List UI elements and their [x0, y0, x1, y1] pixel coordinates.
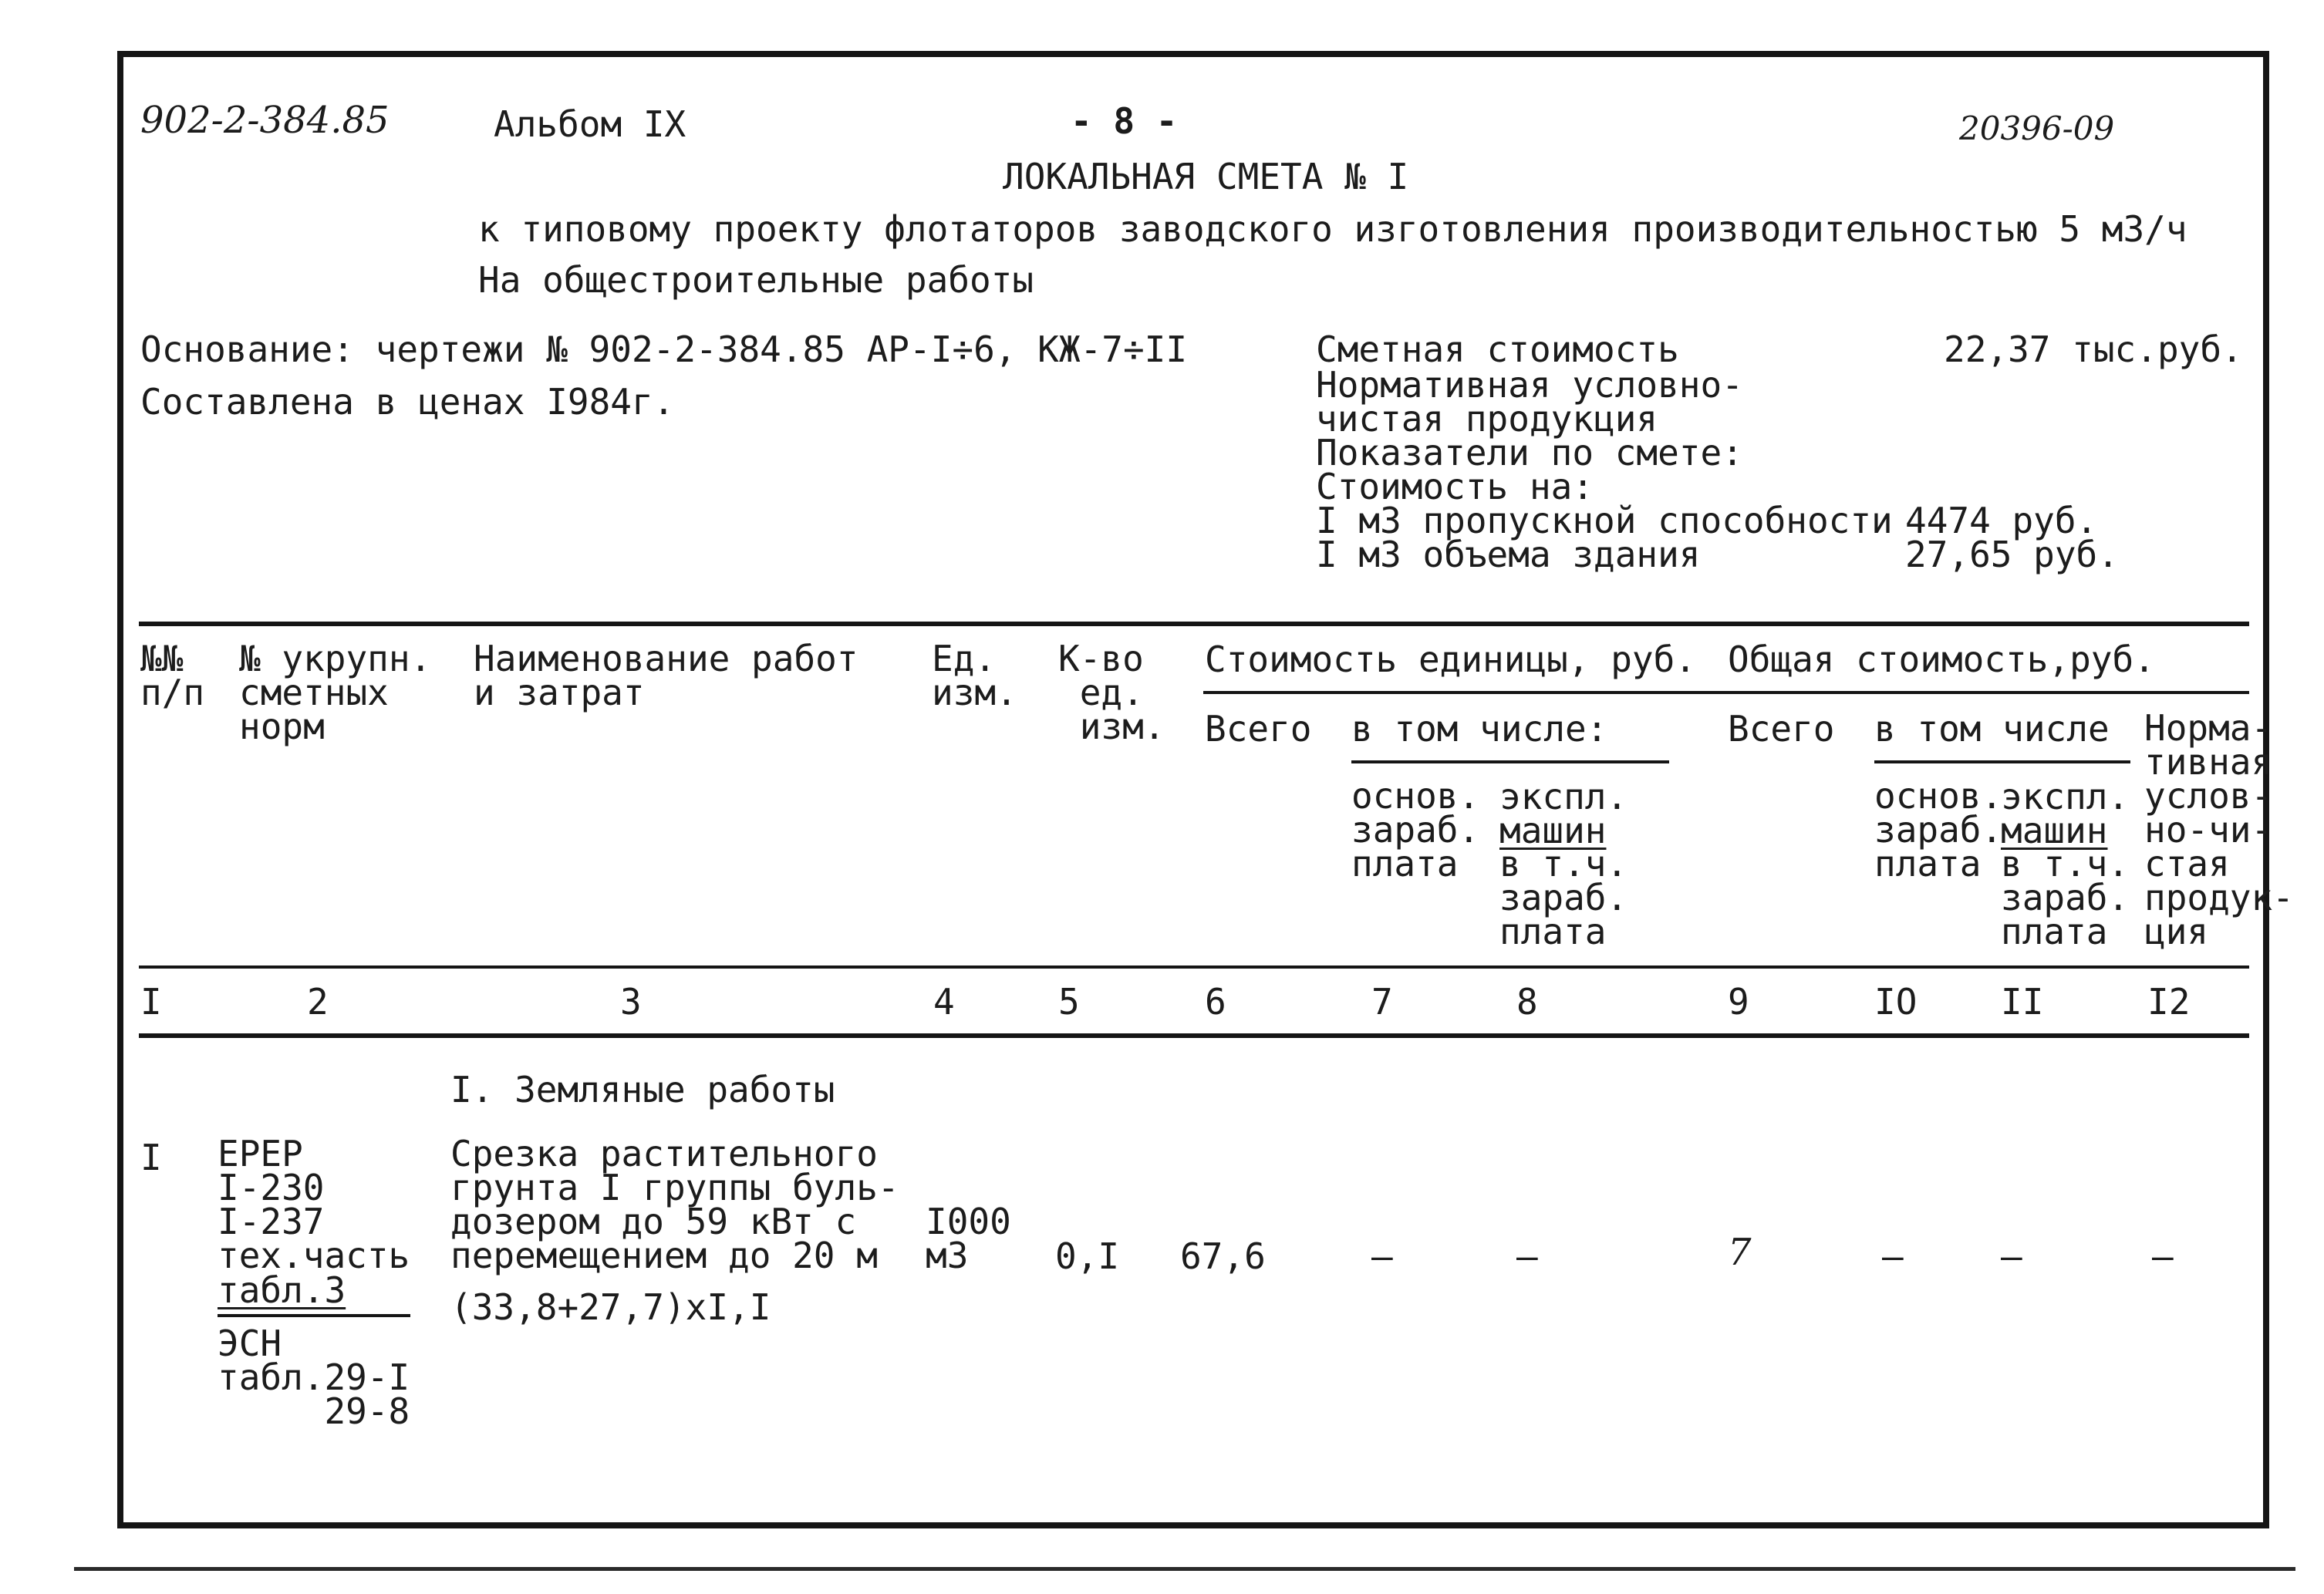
col-num-10: IO [1874, 981, 1918, 1023]
col-num-1: I [140, 981, 162, 1023]
col-num-4: 4 [933, 981, 955, 1023]
header-name: Наименование работ и затрат [474, 638, 858, 713]
header-unit-machines: экспл. [1499, 776, 1628, 817]
header-unit: Ед. изм. [932, 638, 1017, 713]
row-qty: 0,I [1055, 1235, 1120, 1277]
row-unit-wage: – [1371, 1235, 1393, 1277]
header-norms: № укрупн. сметных норм [239, 638, 432, 747]
header-unit-machines-wage: в т.ч. зараб. плата [1499, 843, 1628, 952]
bottom-scan-rule [74, 1567, 2295, 1571]
row-norms-table: табл.3 [218, 1269, 346, 1311]
row-unit: I000 м3 [926, 1201, 1011, 1276]
header-unit-incl: в том числе: [1351, 708, 1608, 750]
header-unit-machines-ul: машин [1499, 810, 1607, 851]
col-num-2: 2 [307, 981, 329, 1023]
header-total-machines: экспл. [2001, 776, 2130, 817]
numbers-bottom-rule [139, 1033, 2249, 1038]
document-code: 902-2-384.85 [140, 99, 390, 142]
per-volume-value: 27,65 руб. [1905, 534, 2119, 575]
row-unit-machines: – [1516, 1235, 1538, 1277]
row-normative: – [2152, 1235, 2174, 1277]
header-total-machines-ul: машин [2001, 810, 2108, 851]
page-number: - 8 - [1071, 100, 1178, 142]
header-unit-cost: Стоимость единицы, руб. [1205, 639, 1696, 680]
estimate-title: ЛОКАЛЬНАЯ СМЕТА № I [1003, 156, 1409, 197]
total-incl-rule [1874, 760, 2130, 763]
row-name: Срезка растительного грунта I группы буль- дозером до 59 кВт с перемещением до 20 м [450, 1133, 899, 1276]
row-total-wage: – [1882, 1235, 1904, 1277]
estimated-cost-label: Сметная стоимость [1316, 329, 1679, 370]
col-num-5: 5 [1058, 981, 1080, 1023]
row-num: I [140, 1137, 162, 1178]
header-total-wage: основ. зараб. плата [1874, 775, 2003, 885]
col-num-11: II [2001, 981, 2044, 1023]
row-formula: (33,8+27,7)xI,I [450, 1286, 771, 1328]
col-num-8: 8 [1516, 981, 1538, 1023]
basis-drawings: Основание: чертежи № 902-2-384.85 АР-I÷6, КЖ-7÷II [140, 329, 1188, 370]
header-total-incl: в том числе [1874, 708, 2110, 750]
section-title: I. Земляные работы [450, 1069, 835, 1110]
estimate-scope: На общестроительные работы [478, 259, 1034, 301]
unit-incl-rule [1351, 760, 1669, 763]
row-total-total: 7 [1728, 1231, 1752, 1274]
header-normative: Норма- тивная услов- но-чи- стая продук- ция [2144, 707, 2294, 952]
normative-label-2: чистая продукция [1316, 398, 1658, 440]
row-total-machines: – [2001, 1235, 2022, 1277]
col-num-3: 3 [620, 981, 642, 1023]
album-label: Альбом IX [494, 103, 686, 145]
row-norms: ЕРЕР I-230 I-237 тех.часть [218, 1133, 410, 1276]
per-capacity-label: I м3 пропускной способности [1316, 500, 1893, 541]
header-unit-total: Всего [1205, 708, 1312, 750]
norms-divider [218, 1314, 410, 1317]
estimated-cost-value: 22,37 тыс.руб. [1944, 329, 2243, 370]
header-qty: К-во ед. изм. [1058, 638, 1165, 747]
cost-on-label: Стоимость на: [1316, 466, 1594, 507]
header-total-cost: Общая стоимость,руб. [1728, 639, 2155, 680]
header-bottom-rule [139, 965, 2249, 969]
header-total-total: Всего [1728, 708, 1835, 750]
stamp-number: 20396-09 [1959, 110, 2115, 147]
per-volume-label: I м3 объема здания [1316, 534, 1701, 575]
normative-label-1: Нормативная условно- [1316, 364, 1743, 406]
table-top-rule [139, 622, 2249, 626]
indicators-label: Показатели по смете: [1316, 432, 1743, 473]
row-norms-esn: ЭСН табл.29-I 29-8 [218, 1323, 410, 1432]
col-num-6: 6 [1205, 981, 1226, 1023]
header-num: №№ п/п [140, 638, 205, 713]
col-num-9: 9 [1728, 981, 1749, 1023]
row-unit-total: 67,6 [1180, 1235, 1266, 1277]
header-total-machines-wage: в т.ч. зараб. плата [2001, 843, 2130, 952]
cost-group-rule [1203, 691, 2249, 694]
basis-prices: Составлена в ценах I984г. [140, 381, 675, 423]
header-unit-wage: основ. зараб. плата [1351, 775, 1480, 885]
estimate-subtitle: к типовому проекту флотаторов заводского изготовления производительностью 5 м3/ч [478, 208, 2187, 250]
col-num-12: I2 [2147, 981, 2191, 1023]
col-num-7: 7 [1371, 981, 1393, 1023]
per-capacity-value: 4474 руб. [1905, 500, 2098, 541]
